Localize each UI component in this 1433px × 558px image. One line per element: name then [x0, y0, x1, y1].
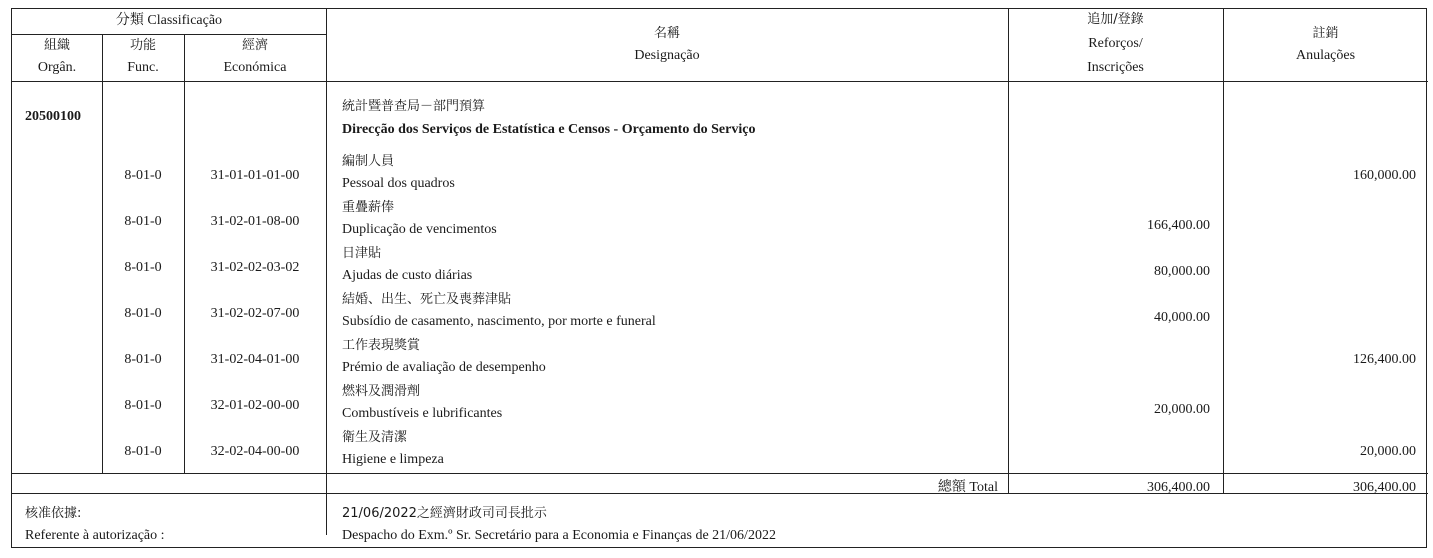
row-func-code: 8-01-0 — [124, 260, 162, 275]
divider — [12, 34, 326, 35]
econ-header-zh: 經濟 — [241, 38, 268, 53]
func-header-zh: 功能 — [129, 38, 156, 53]
row-name-zh: 燃料及潤滑劑 — [342, 384, 421, 399]
row-cancellation-value: 126,400.00 — [1353, 352, 1416, 367]
organ-header-zh: 組織 — [43, 38, 70, 53]
row-econ-code: 31-02-01-08-00 — [210, 214, 300, 229]
total-reinforcements: 306,400.00 — [1147, 480, 1210, 495]
row-name-pt: Ajudas de custo diárias — [342, 268, 473, 283]
row-reinforcement-value: 40,000.00 — [1154, 310, 1210, 325]
func-header-pt: Func. — [127, 60, 159, 75]
row-name-zh: 重疊薪俸 — [342, 200, 395, 215]
row-econ-code: 31-02-02-03-02 — [210, 260, 300, 275]
reinforcements-header-pt1: Reforços/ — [1088, 36, 1143, 51]
classification-header: 分類 Classificação — [115, 13, 223, 28]
row-func-code: 8-01-0 — [124, 168, 162, 183]
divider — [326, 9, 327, 535]
organ-header-pt: Orgân. — [37, 60, 77, 75]
row-func-code: 8-01-0 — [124, 306, 162, 321]
divider — [12, 81, 1428, 82]
authorization-label-zh: 核准依據: — [25, 506, 82, 521]
cancellations-header-zh: 註銷 — [1312, 26, 1339, 41]
row-reinforcement-value: 80,000.00 — [1154, 264, 1210, 279]
row-func-code: 8-01-0 — [124, 352, 162, 367]
row-name-zh: 衛生及清潔 — [342, 430, 408, 445]
row-name-pt: Prémio de avaliação de desempenho — [342, 360, 546, 375]
cancellations-header-pt: Anulações — [1295, 48, 1356, 63]
row-name-pt: Higiene e limpeza — [342, 452, 444, 467]
row-reinforcement-value: 20,000.00 — [1154, 402, 1210, 417]
authorization-text-zh: 21/06/2022之經濟財政司司長批示 — [342, 506, 547, 521]
authorization-label-pt: Referente à autorização : — [25, 528, 165, 543]
total-cancellations: 306,400.00 — [1353, 480, 1416, 495]
reinforcements-header-zh: 追加/登錄 — [1087, 12, 1144, 27]
budget-table — [11, 8, 1427, 548]
row-cancellation-value: 20,000.00 — [1360, 444, 1416, 459]
row-econ-code: 32-01-02-00-00 — [210, 398, 300, 413]
row-name-zh: 工作表現獎賞 — [342, 338, 421, 353]
reinforcements-header-pt2: Inscrições — [1087, 60, 1144, 75]
row-func-code: 8-01-0 — [124, 214, 162, 229]
organ-code: 20500100 — [25, 109, 81, 124]
row-name-zh: 日津貼 — [342, 246, 382, 261]
row-econ-code: 31-01-01-01-00 — [210, 168, 300, 183]
row-econ-code: 31-02-04-01-00 — [210, 352, 300, 367]
row-name-pt: Pessoal dos quadros — [342, 176, 455, 191]
row-name-pt: Combustíveis e lubrificantes — [342, 406, 503, 421]
row-func-code: 8-01-0 — [124, 398, 162, 413]
row-name-zh: 編制人員 — [342, 154, 395, 169]
designation-header-pt: Designação — [634, 48, 700, 63]
designation-header-zh: 名稱 — [653, 26, 680, 41]
row-func-code: 8-01-0 — [124, 444, 162, 459]
row-name-pt: Subsídio de casamento, nascimento, por morte e funeral — [342, 314, 656, 329]
row-econ-code: 32-02-04-00-00 — [210, 444, 300, 459]
row-econ-code: 31-02-02-07-00 — [210, 306, 300, 321]
row-cancellation-value: 160,000.00 — [1353, 168, 1416, 183]
divider — [12, 473, 1428, 474]
econ-header-pt: Económica — [223, 60, 287, 75]
row-reinforcement-value: 166,400.00 — [1147, 218, 1210, 233]
row-name-zh: 結婚、出生、死亡及喪葬津貼 — [342, 292, 512, 307]
row-name-pt: Duplicação de vencimentos — [342, 222, 497, 237]
organ-name-pt: Direcção dos Serviços de Estatística e Censos - Orçamento do Serviço — [342, 122, 756, 137]
total-label: 總額 Total — [937, 480, 998, 495]
organ-name-zh: 統計暨普查局－部門預算 — [342, 99, 486, 114]
authorization-text-pt: Despacho do Exm.º Sr. Secretário para a Economia e Finanças de 21/06/2022 — [342, 528, 776, 543]
